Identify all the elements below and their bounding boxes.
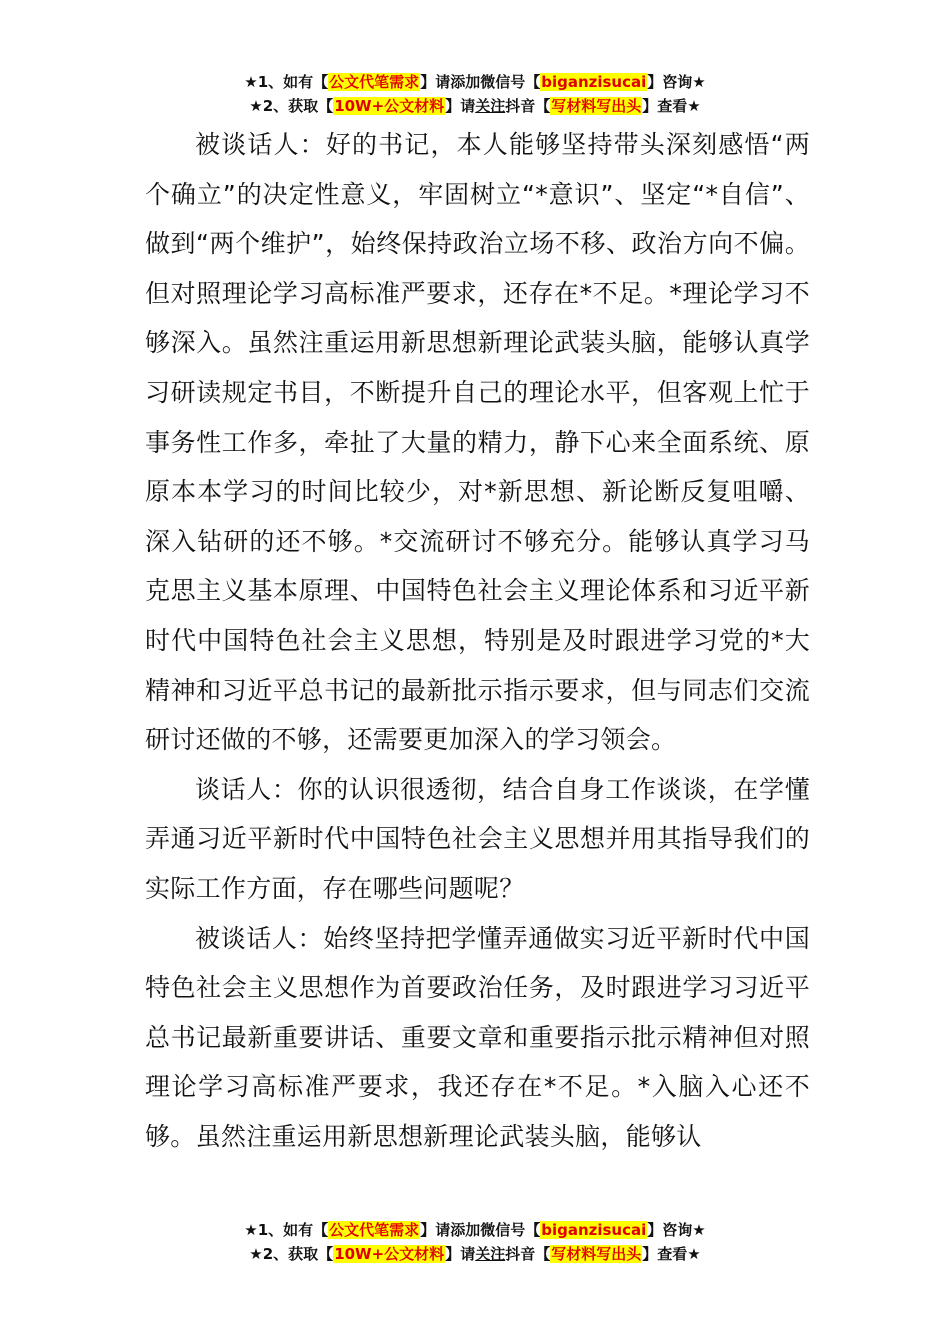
banner-text: 】咨询★ <box>647 1221 706 1239</box>
footer-banner <box>0 1218 950 1266</box>
header-banner <box>0 70 950 118</box>
banner-text: 】咨询★ <box>647 73 706 91</box>
banner-highlight-wechat: biganzisucai <box>541 1221 647 1239</box>
banner-text: 】请 <box>445 97 476 115</box>
banner-text: 】查看★ <box>642 97 701 115</box>
banner-text: ★1、如有【 <box>244 73 329 91</box>
banner-text: ★2、获取【 <box>249 97 334 115</box>
paragraph-interviewer-1: 谈话人：你的认识很透彻，结合自身工作谈谈，在学懂弄通习近平新时代中国特色社会主义思想并用其指导我们的实际工作方面，存在哪些问题呢？ <box>145 774 810 903</box>
banner-highlight-douyin: 写材料写出头 <box>551 97 642 115</box>
banner-text: 】查看★ <box>642 1245 701 1263</box>
banner-text: ★1、如有【 <box>244 1221 329 1239</box>
banner-text: ★2、获取【 <box>249 1245 334 1263</box>
banner-line-1 <box>0 70 950 94</box>
banner-line-2 <box>0 1242 950 1266</box>
banner-highlight: 公文代笔需求 <box>329 73 420 91</box>
banner-line-2 <box>0 94 950 118</box>
banner-text: 】请 <box>445 1245 476 1263</box>
banner-text: 抖音【 <box>505 1245 551 1263</box>
document-body <box>145 120 810 1210</box>
banner-underline: 关注 <box>475 1245 506 1263</box>
banner-highlight-douyin: 写材料写出头 <box>551 1245 642 1263</box>
banner-underline: 关注 <box>475 97 506 115</box>
banner-highlight: 公文代笔需求 <box>329 1221 420 1239</box>
paragraph-interviewee-1: 被谈话人：好的书记，本人能够坚持带头深刻感悟“两个确立”的决定性意义，牢固树立“*意识”、坚定“*自信”、做到“两个维护”，始终保持政治立场不移、政治方向不偏。但对照理论学习高标准严要求，还存在*不足。*理论学习不够深入。虽然注重运用新思想新理论武装头脑，能够认真学习研读规定书目，不断提升自己的理论水平，但客观上忙于事务性工作多，牵扯了大量的精力，静下心来全面系统、原原本本学习的时间比较少，对*新思想、新论断反复咀嚼、深入钻研的还不够。*交流研讨不够充分。能够认真学习马克思主义基本原理、中国特色社会主义理论体系和习近平新时代中国特色社会主义思想，特别是及时跟进学习党的*大精神和习近平总书记的最新批示指示要求，但与同志们交流研讨还做的不够，还需要更加深入的学习领会。 <box>145 130 810 755</box>
banner-highlight-wechat: biganzisucai <box>541 73 647 91</box>
paragraph-interviewee-2: 被谈话人：始终坚持把学懂弄通做实习近平新时代中国特色社会主义思想作为首要政治任务，及时跟进学习习近平总书记最新重要讲话、重要文章和重要指示批示精神但对照理论学习高标准严要求，我还存在*不足。*入脑入心还不够。虽然注重运用新思想新理论武装头脑，能够认 <box>145 923 810 1151</box>
banner-text: 】请添加微信号【 <box>420 1221 541 1239</box>
banner-line-1 <box>0 1218 950 1242</box>
banner-highlight: 10W+公文材料 <box>334 1245 445 1263</box>
banner-text: 抖音【 <box>505 97 551 115</box>
banner-text: 】请添加微信号【 <box>420 73 541 91</box>
banner-highlight: 10W+公文材料 <box>334 97 445 115</box>
